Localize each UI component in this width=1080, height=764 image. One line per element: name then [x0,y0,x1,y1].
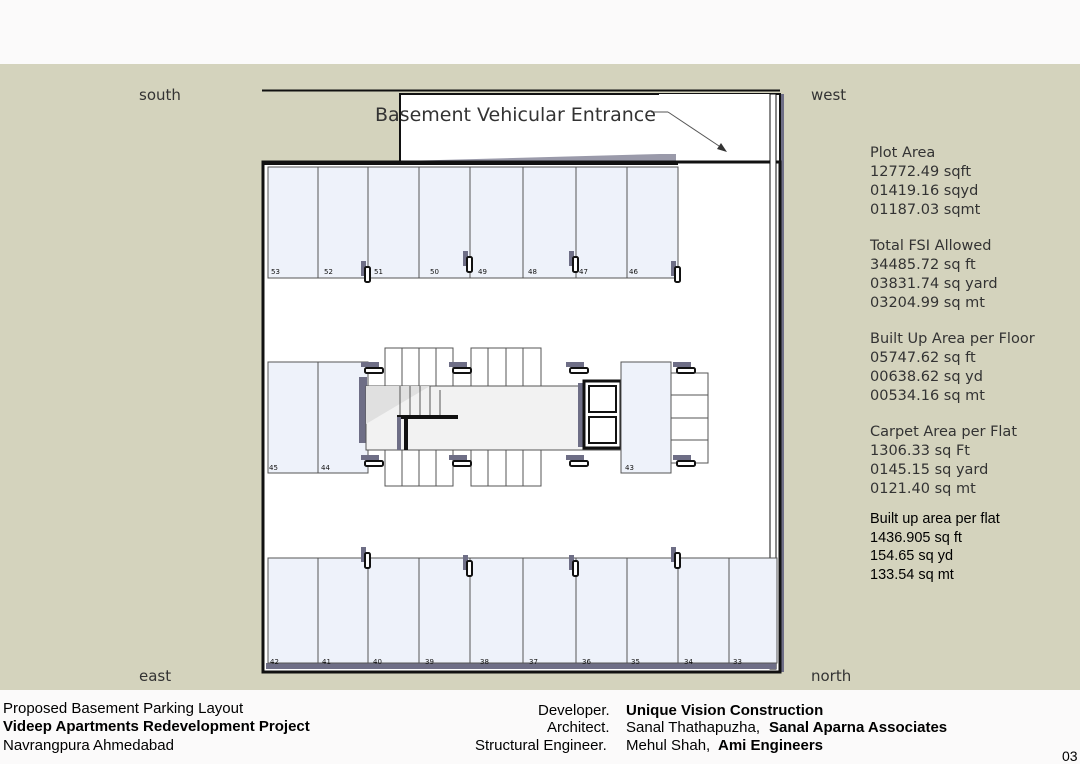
stair-handrail-shadow [397,417,401,450]
column [677,461,695,466]
total-fsi-sqft: 34485.72 sq ft [870,257,976,273]
column-shadow [361,362,379,367]
architect-label: Architect. [547,719,610,736]
bay-number-39: 39 [425,658,434,666]
parking-bay-47 [576,167,627,278]
column [675,553,680,568]
bay-number-52: 52 [324,268,333,276]
built-up-floor-sqyd: 00638.62 sq yd [870,369,983,385]
column-shadow [449,362,467,367]
layout-title: Proposed Basement Parking Layout [3,700,244,717]
total-fsi-sqmt: 03204.99 sq mt [870,295,985,311]
service-core [366,348,708,486]
compass-south: south [139,86,181,104]
bay-number-45: 45 [269,464,278,472]
parking-bay-38 [470,558,523,663]
parking-bay-48 [523,167,576,278]
architect-firm: Sanal Aparna Associates [769,719,948,736]
compass-west: west [811,86,847,104]
bay-number-40: 40 [373,658,382,666]
stair-handrail [404,415,408,450]
bay-number-35: 35 [631,658,640,666]
built-up-floor-sqft: 05747.62 sq ft [870,350,976,366]
built-up-flat-heading: Built up area per flat [870,511,1000,527]
project-name: Videep Apartments Redevelopment Project [3,718,310,735]
parking-bay-35 [627,558,678,663]
bay-number-44: 44 [321,464,330,472]
built-up-flat-sqft: 1436.905 sq ft [870,529,962,546]
column-shadow [673,362,691,367]
column [365,553,370,568]
parking-bay-37 [523,558,576,663]
parking-bay-45 [268,362,318,473]
bottom-shadow [266,663,776,669]
carpet-area-heading: Carpet Area per Flat [870,424,1018,440]
bay-number-53: 53 [271,268,280,276]
page-number: 03 [1062,748,1078,764]
parking-bay-46 [627,167,678,278]
column [677,368,695,373]
column [675,267,680,282]
total-fsi-block [870,237,1075,313]
built-up-flat-block [870,510,1075,584]
parking-bay-36 [576,558,627,663]
built-up-flat-sqmt: 133.54 sq mt [870,566,954,583]
lift-car-1 [589,386,616,412]
engineer-firm: Ami Engineers [718,737,824,754]
bay-number-34: 34 [684,658,693,666]
developer-label: Developer. [538,702,610,719]
parking-bay-49 [470,167,523,278]
bay-number-50: 50 [430,268,439,276]
engineer-label: Structural Engineer. [475,737,607,754]
title-block [0,690,1080,764]
entrance-label: Basement Vehicular Entrance [375,104,656,126]
parking-bay-52 [318,167,368,278]
column [467,257,472,272]
architect-person: Sanal Thathapuzha, [626,719,760,736]
bay-number-51: 51 [374,268,383,276]
area-statement [870,144,1075,601]
carpet-area-block [870,423,1075,499]
parking-bay-51 [368,167,419,278]
plot-area-sqft: 12772.49 sqft [870,164,972,180]
parking-bay-50 [419,167,470,278]
parking-bay-53 [268,167,318,278]
compass-north: north [811,667,852,685]
column-shadow [566,362,584,367]
top-margin [0,0,1080,64]
plot-area-sqmt: 01187.03 sqmt [870,202,981,218]
column [365,267,370,282]
column [365,461,383,466]
column-shadow [566,455,584,460]
carpet-area-sqft: 1306.33 sq Ft [870,443,970,459]
engineer-person: Mehul Shah, [626,737,711,754]
parking-bay-42 [268,558,318,663]
column-shadow [449,455,467,460]
built-up-floor-block [870,330,1075,406]
parking-middle-left [268,362,368,473]
total-fsi-sqyard: 03831.74 sq yard [870,276,998,292]
bay-number-43: 43 [625,464,634,472]
parking-bay-33 [729,558,777,663]
compass-east: east [139,667,172,685]
column-shadow [673,455,691,460]
bay-number-42: 42 [270,658,279,666]
bay-number-38: 38 [480,658,489,666]
column [453,461,471,466]
plot-area-sqyd: 01419.16 sqyd [870,183,979,199]
column [570,461,588,466]
parking-bay-41 [318,558,368,663]
bay-number-46: 46 [629,268,638,276]
parking-bay-40 [368,558,419,663]
basement-top-wall [262,162,678,165]
bay-number-33: 33 [733,658,742,666]
parking-bay-34 [678,558,729,663]
total-fsi-heading: Total FSI Allowed [870,238,992,254]
plot-area-block [870,144,1075,220]
column [570,368,588,373]
lift-car-2 [589,417,616,443]
developer-name: Unique Vision Construction [626,702,824,719]
ramp-lane [659,94,776,164]
carpet-area-sqmt: 0121.40 sq mt [870,481,976,497]
bay-number-37: 37 [529,658,538,666]
bay-number-47: 47 [579,268,588,276]
column [573,257,578,272]
built-up-floor-heading: Built Up Area per Floor [870,331,1035,347]
column [467,561,472,576]
column [365,368,383,373]
column [453,368,471,373]
carpet-area-sqyard: 0145.15 sq yard [870,462,989,478]
built-up-flat-sqyd: 154.65 sq yd [870,548,954,564]
bay-number-41: 41 [322,658,331,666]
bay-number-36: 36 [582,658,591,666]
column [573,561,578,576]
plot-area-heading: Plot Area [870,145,936,161]
bay-number-48: 48 [528,268,537,276]
parking-bottom-row [268,558,777,663]
project-location: Navrangpura Ahmedabad [3,737,174,754]
column-shadow [361,455,379,460]
parking-bay-43 [621,362,671,473]
bay-number-49: 49 [478,268,487,276]
parking-bay-39 [419,558,470,663]
built-up-floor-sqmt: 00534.16 sq mt [870,388,985,404]
